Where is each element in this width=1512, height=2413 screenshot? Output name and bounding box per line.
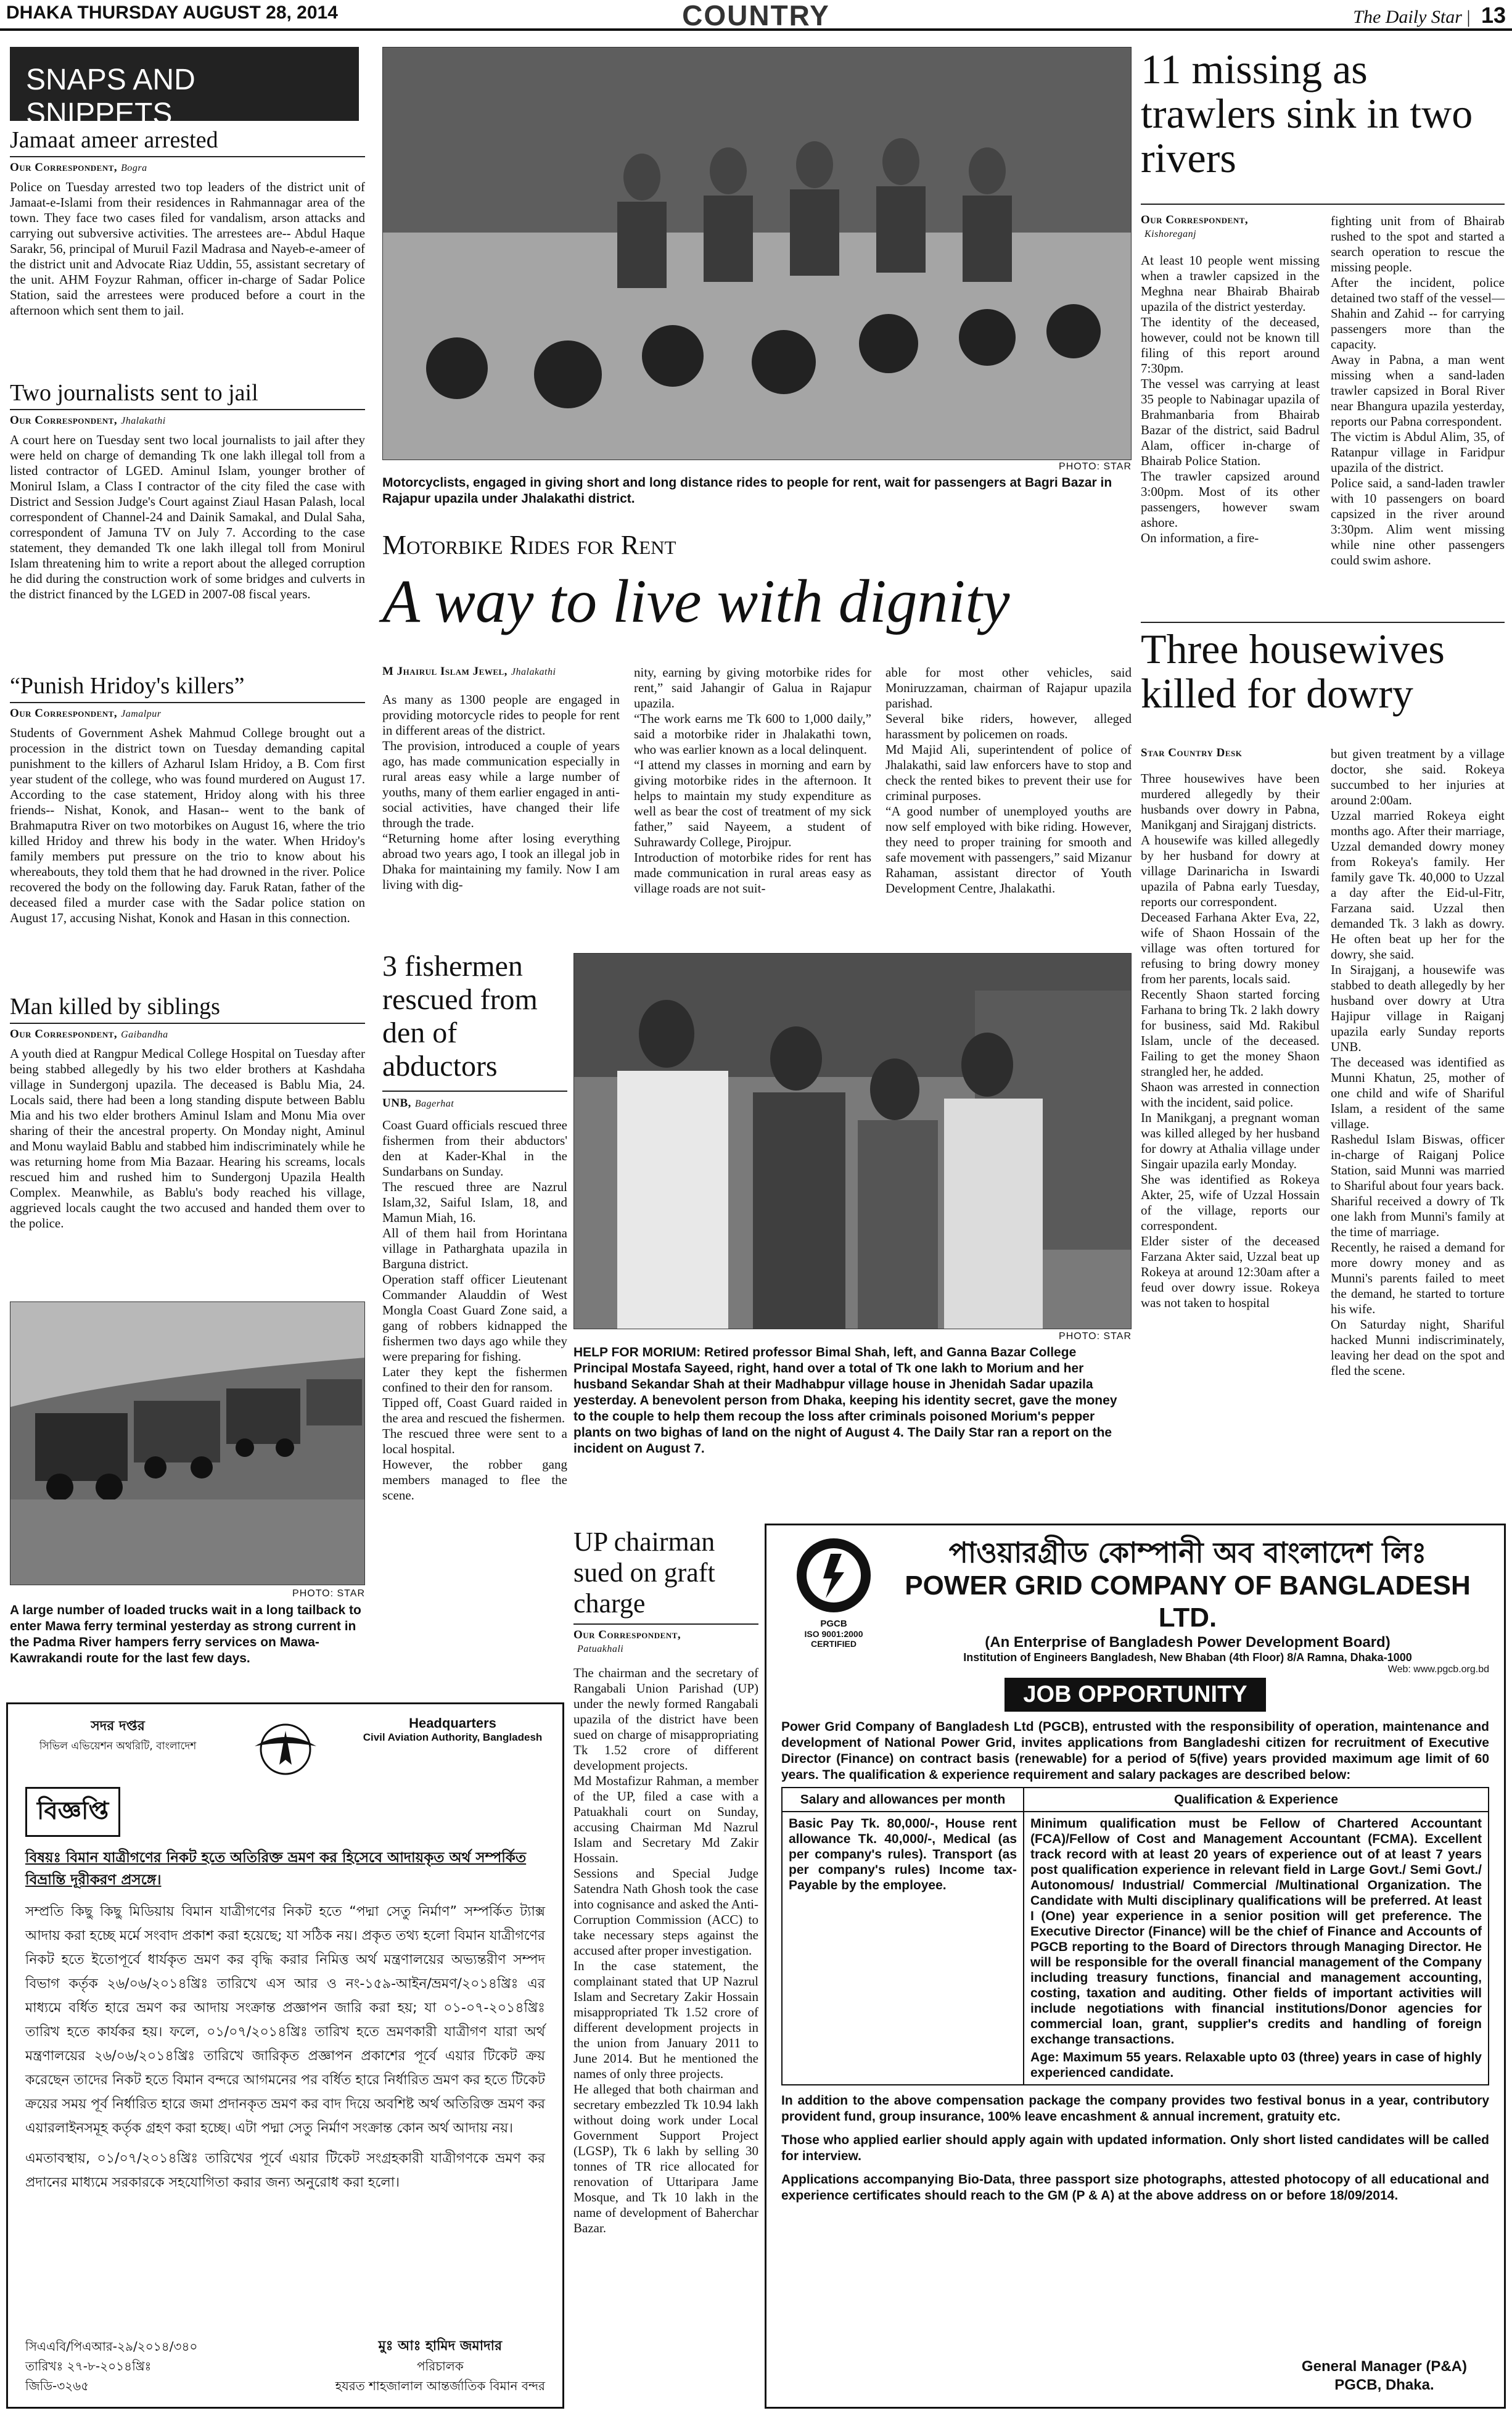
job-table xyxy=(781,1787,1489,2085)
job-note: Those who applied earlier should apply again with updated information. Only short listed candidates will be called for interview. xyxy=(781,2133,1489,2163)
table-header-qualification: Qualification & Experience xyxy=(1024,1788,1489,1812)
dowry-col-2: but given treatment by a village doctor, she said. Rokeya succumbed to her injuries at around 2:00am. Uzzal married Rokeya eight months ago. After their marriage, Uzzal demanded dowry money from Rokeya's family. Her family gave Tk. 40,000 to Uzzal a day after the Eid-ul-Fitr, Farzana said. Uzzal then demanded Tk. 3 lakh as dowry. He often beat up her for the dowry, she said. In Sirajganj, a housewife was stabbed to death allegedly by her husband over dowry at Utra Hajipur village in Raiganj upazila early Sunday reports UNB. The deceased was identified as Munni Khatun, 25, mother of one child and wife of Shariful Islam, a resident of the same village. Rashedul Islam Biswas, officer in-charge of Raiganj Police Station, said Munni was married to Shariful about four years back. Shariful received a dowry of Tk one lakh from Munni's family at the time of marriage. Recently, he raised a demand for more dowry money and as Munni's parents failed to meet the demand, he started to torture his wife. On Saturday night, Shariful hacked Munni indiscriminately, leaving her dead on the spot and fled the scene. xyxy=(1331,746,1505,1378)
morium-caption: HELP FOR MORIUM: Retired professor Bimal Shah, left, and Ganna Bazar College Principal Mostafa Sayeed, right, hand over a total of Tk one lakh to Morium and her husband Sekandar Shah at their Madhabpur village house in Jhenidah Sadar upazila yesterday. A benevolent person from Dhaka, keeping his identity secret, gave the money to the couple to help them recoup the loss after criminals poisoned Morium's pepper plants on two bighas of land on the night of August 4. The Daily Star ran a report on the incident on August 7. xyxy=(573,1345,1117,1456)
photo-credit: PHOTO: STAR xyxy=(1059,461,1132,472)
notice-ref: সিএএবি/পিএআর-২৯/২০১৪/৩৪০ তারিখঃ ২৭-৮-২০১৪খ্রিঃ জিডি-৩২৬৫ xyxy=(25,2339,198,2393)
divider xyxy=(1141,204,1505,205)
story-col-1: As many as 1300 people are engaged in providing motorcycle rides to people for rent in different areas of the district. The provision, introduced a couple of years ago, has made communication especially in rural areas easy while a large number of youths, many of them earlier engaged in anti-social activities, have changed their life through the trade. “Returning home after losing everything abroad two years ago, I took an illegal job in Dhaka for maintaining my family. Now I am living with dig- xyxy=(382,692,620,892)
pgcb-address: Institution of Engineers Bangladesh, New Bhaban (4th Floor) 8/A Ramna, Dhaka-1000 xyxy=(963,1651,1412,1664)
snippet-hridoy xyxy=(10,672,365,926)
snippet-headline: Man killed by siblings xyxy=(10,994,220,1020)
snippet-siblings xyxy=(10,993,365,1231)
snippet-headline: “Punish Hridoy's killers” xyxy=(10,673,245,699)
dowry-headline: Three housewives killed for dowry xyxy=(1141,625,1445,717)
pgcb-web: Web: www.pgcb.org.bd xyxy=(1387,1664,1489,1675)
divider xyxy=(10,702,365,703)
masthead xyxy=(0,0,1512,31)
fishermen-headline: 3 fishermen rescued from den of abductors xyxy=(382,950,538,1083)
page-number: 13 xyxy=(1481,2,1506,28)
trawlers-headline: 11 missing as trawlers sink in two rivers xyxy=(1141,46,1473,181)
photo-credit: PHOTO: STAR xyxy=(1059,1331,1132,1342)
story-col-2: nity, earning by giving motorbike rides for rent,” said Jahangir of Galua in Rajapur upazila. “The work earns me Tk 600 to 1,000 daily,” said a motorbike rider in Jhalakathi town, who was earlier known as a local delinquent. “I attend my classes in morning and earn by giving motorbike rides in the afternoon. It helps to maintain my study expenditure as well as bear the cost of treatment of my sick father,” said Nayeem, a student of Suhrawardy College, Pirojpur. Introduction of motorbike rides for rent has made communication in rural areas easy as village roads are not suit- xyxy=(634,665,871,896)
story-kicker: Motorbike Rides for Rent xyxy=(382,530,676,560)
trucks-caption: A large number of loaded trucks wait in a long tailback to enter Mawa ferry terminal yesterday as strong current in the Padma River hampers ferry services on Mawa-Kawrakandi route for the last few days. xyxy=(10,1603,361,1665)
up-chairman-body: The chairman and the secretary of Rangabali Union Parishad (UP) under the newly formed Rangabali upazila of the district have been sued on charge of misappropriating Tk 1.52 crore of different development projects. Md Mostafizur Rahman, a member of the UP, filed a case with a Patuakhali court on Sunday, accusing Chairman Md Nazrul Islam and Secretary Md Zakir Hossain. Sessions and Special Judge Satendra Nath Ghosh took the case into cognisance and asked the Anti-Corruption Commission (ACC) to take necessary steps against the accused after proper investigation. In the case statement, the complainant stated that UP Nazrul Islam and Secretary Zakir Hossain misappropriated Tk 1.52 crore of different development projects in the union from January 2011 to June 2014. But he mentioned the names of only three projects. He alleged that both chairman and secretary embezzled Tk 10.94 lakh without doing work under Local Government Support Project (LGSP), Tk 6 lakh by selling 30 tonnes of TR rice allocated for renovation of Uttaripara Jame Mosque, and Tk 10 lakh in the name of development of Baherchar Bazar. xyxy=(573,1665,758,2235)
job-title: JOB OPPORTUNITY xyxy=(1005,1678,1265,1712)
pgcb-subtitle: (An Enterprise of Bangladesh Power Development Board) xyxy=(985,1634,1391,1651)
dateline: DHAKA THURSDAY AUGUST 28, 2014 xyxy=(6,2,338,23)
notice-signature: মুঃ আঃ হামিদ জমাদার পরিচালক হযরত শাহজালাল আন্তর্জাতিক বিমান বন্দর xyxy=(335,2338,545,2393)
trucks-photo xyxy=(10,1301,365,1585)
notice-title: বিজ্ঞপ্তি xyxy=(25,1787,120,1837)
morium-photo-illustration xyxy=(574,954,1132,1329)
dowry-col-1: Three housewives have been murdered allegedly by their husbands over dowry in Pabna, Manikganj and Sirajganj districts. A housewife was killed allegedly by her husband for dowry at village Darinaricha in Iswardi upazila of Pabna early Tuesday, reports our correspondent. Deceased Farhana Akter Eva, 22, wife of Shaon Hossain of the village was often tortured for refusing to bring dowry money from her parents, locals said. Recently Shaon started forcing Farhana to bring Tk. 2 lakh dowry for business, said Md. Rakibul Islam, uncle of the deceased. Failing to get the money Shaon strangled her, he added. Shaon was arrested in connection with the incident, said police. In Manikganj, a pregnant woman was killed alleged by her husband for dowry at Athalia village under Singair upazila early Monday. She was identified as Rokeya Akter, 25, wife of Uzzal Hossain of the village, reports our correspondent. Elder sister of the deceased Farzana Akter said, Uzzal beat up Rokeya at around 12:30am after a feud over dowry issue. Rokeya was not taken to hospital xyxy=(1141,771,1320,1310)
byline: Our Correspondent, Jamalpur xyxy=(10,707,162,720)
byline: Our Correspondent, Gaibandha xyxy=(10,1028,168,1041)
byline: Our Correspondent, Jhalakathi xyxy=(10,414,166,427)
salary-cell: Basic Pay Tk. 80,000/-, House rent allowance Tk. 40,000/-, Medical (as per company's rules). Transport (as per company's rules) Income tax-Payable by the employee. xyxy=(782,1812,1024,2085)
up-chairman-byline: Our Correspondent, Patuakhali xyxy=(573,1628,681,1654)
pgcb-logo: PGCB ISO 9001:2000 CERTIFIED xyxy=(781,1535,886,1649)
caab-notice-ad xyxy=(6,1702,564,2409)
pgcb-name-bn: পাওয়ারগ্রীড কোম্পানী অব বাংলাদেশ লিঃ xyxy=(948,1536,1427,1569)
snippet-body: A court here on Tuesday sent two local journalists to jail after they were held on charge of demanding Tk one lakh illegal toll from a listed contractor of LGED. Aminul Islam, younger brother of Monirul Islam, a Class I contractor of the city filed the case with District and Session Judge's Court against Ziaul Hasan Palash, local correspondent of Channel-24 and Dainik Samakal, and Dulal Saha, correspondent of Jamuna TV on July 7. According to the case statement, they demanded Tk one lakh illegal toll from Monirul Islam threatening him to write a report about the alleged corruption he did during the construction work of some bridges and culverts in the district financed by the LGED in 2007-08 fiscal years. xyxy=(10,432,365,601)
caab-header-en: Headquarters Civil Aviation Authority, Bangladesh xyxy=(363,1715,543,1743)
trucks-photo-illustration xyxy=(10,1302,365,1585)
divider xyxy=(1141,622,1505,623)
paper-name: The Daily Star | 13 xyxy=(1353,2,1506,28)
motorbike-photo xyxy=(382,47,1132,460)
snippet-jamaat xyxy=(10,126,365,318)
pgcb-signature: General Manager (P&A) PGCB, Dhaka. xyxy=(1301,2358,1467,2393)
job-title-wrap xyxy=(781,1678,1489,1712)
notice-body: সম্প্রতি কিছু কিছু মিডিয়ায় বিমান যাত্রীগণের নিকট হতে “পদ্মা সেতু নির্মাণ” সম্পর্কিত ট্যাক্স আদায় করা হচ্ছে মর্মে সংবাদ প্রকাশ করা হয়েছে; যা সঠিক নয়। প্রকৃত তথ্য হলো বিমান যাত্রীগণের নিকট হতে ইতোপূর্বে ধার্যকৃত ভ্রমণ কর বৃদ্ধি করার নিমিত্ত অর্থ মন্ত্রণালয়ের অভ্যন্তরীণ সম্পদ বিভাগ কর্তৃক ২৬/০৬/২০১৪খ্রিঃ তারিখে এস আর ও নং-১৫৯-আইন/ভ্রমণ/২০১৪খ্রিঃ এর মাধ্যমে বর্ধিত হারে ভ্রমণ কর আদায় সংক্রান্ত প্রজ্ঞাপন জারি করা হয়; যা ০১-০৭-২০১৪খ্রিঃ তারিখ হতে কার্যকর হয়। ফলে, ০১/০৭/২০১৪খ্রিঃ তারিখ হতে ভ্রমণকারী যাত্রীগণ যারা অর্থ মন্ত্রণালয়ের ২৬/০৬/২০১৪খ্রিঃ তারিখে জারিকৃত প্রজ্ঞাপন প্রকাশের পূর্বে এয়ার টিকেট ক্রয় করেছেন তাদের নিকট হতে বিমান বন্দরে আগমনের পর বর্ধিত হারে নির্ধারিত ভ্রমণ কর হতে টিকেট ক্রয়ের সময় পূর্ব নির্ধারিত হারে জমা প্রদানকৃত ভ্রমণ কর বাদ দিয়ে অবশিষ্ট অর্থ অতিরিক্ত ভ্রমণ কর এয়ারলাইনসমূহ কর্তৃক গ্রহণ করা হচ্ছে। এটা পদ্মা সেতু নির্মাণ সংক্রান্ত কোন অর্থ আদায় নয়। xyxy=(25,1904,546,2136)
snippet-headline: Jamaat ameer arrested xyxy=(10,127,218,153)
job-benefits: In addition to the above compensation package the company provides two festival bonus in a year, contributory provident fund, group insurance, 100% leave encashment & annual increment, gratuity etc. xyxy=(781,2093,1489,2124)
up-chairman-headline: UP chairman sued on graft charge xyxy=(573,1527,715,1619)
snippet-body: A youth died at Rangpur Medical College Hospital on Tuesday after being stabbed allegedly by his two elder brothers at Kashdaha village in Sundergonj upazila. The deceased is Bablu Mia, 24. Locals said, there had been a long standing dispute between Bablu Mia and his two elder brothers Aminul Islam and Monu Mia over sharing of their the ancestral property. On Monday night, Aminul and Monu waylaid Bablu and stabbed him indiscriminately while he was returning home from Mia Bazaar. Hearing his screams, locals rescued him and rushed him to Sundergonj Upazila Health Complex. Meanwhile, as Bablu's body reached his village, aggrieved locals caught the two accused and handed them over to the police. xyxy=(10,1046,365,1231)
fishermen-body: Coast Guard officials rescued three fishermen from their abductors' den at Kader-Khal in the Sundarbans on Sunday. The rescued three are Nazrul Islam,32, Saiful Islam, 18, and Mamun Miah, 16. All of them hail from Horintana village in Patharghata upazila in Barguna district. Operation staff officer Lieutenant Commander Alauddin of West Mongla Coast Guard Zone said, a gang of robbers kidnapped the fishermen two days ago while they were preparing for fishing. Later they kept the fishermen confined to their den for ransom. Tipped off, Coast Guard raided in the area and rescued the fishermen. The rescued three were sent to a local hospital. However, the robber gang members managed to flee the scene. xyxy=(382,1118,567,1503)
divider xyxy=(10,1023,365,1024)
notice-body-2: এমতাবস্থায়, ০১/০৭/২০১৪খ্রিঃ তারিখের পূর্বে এয়ার টিকেট সংগ্রহকারী যাত্রীগণকে ভ্রমণ কর প্রদানের মাধ্যমে সরকারকে সহযোগিতা করার জন্য অনুরোধ করা হলো। xyxy=(25,2151,545,2190)
morium-photo xyxy=(573,953,1132,1329)
divider xyxy=(573,1623,758,1625)
dowry-byline: Star Country Desk xyxy=(1141,746,1243,759)
byline: Our Correspondent, Bogra xyxy=(10,161,147,174)
trawlers-col-1: At least 10 people went missing when a trawler capsized in the Meghna near Bhairab Bhairab upazila of the district yesterday. The identity of the deceased, however, could not be known till filing of this report around 7:30pm. The vessel was carrying at least 35 people to Nabinagar upazila of Brahmanbaria from Bhairab Bazar of the district, said Badrul Alam, officer in-charge of Bhairab Police Station. The trawler capsized around 3:00pm. Most of its other passengers, however swam ashore. On information, a fire- xyxy=(1141,253,1320,545)
job-apply: Applications accompanying Bio-Data, three passport size photographs, attested photocopy of all educational and experience certificates should reach to the GM (P & A) at the above address on or before 18/09/2014. xyxy=(781,2172,1489,2203)
motorbike-photo-illustration xyxy=(383,47,1132,460)
job-intro: Power Grid Company of Bangladesh Ltd (PGCB), entrusted with the responsibility of operation, maintenance and development of National Power Grid, invites applications from Bangladeshi citizen for recruitment of Executive Director (Finance) on contract basis (renewable) for a period of 5(five) years provided maximum age limit of 60 years. The qualification & experience requirement and salary packages are described below: xyxy=(781,1720,1489,1782)
trawlers-byline: Our Correspondent, Kishoreganj xyxy=(1141,213,1249,239)
age-requirement: Age: Maximum 55 years. Relaxable upto 03 (three) years in case of highly experienced candidate. xyxy=(1030,2050,1482,2080)
table-header-salary: Salary and allowances per month xyxy=(782,1788,1024,1812)
fishermen-byline: UNB, Bagerhat xyxy=(382,1097,454,1110)
notice-subject: বিষয়ঃ বিমান যাত্রীগণের নিকট হতে অতিরিক্ত ভ্রমণ কর হিসেবে আদায়কৃত অর্থ সম্পর্কিত বিভ্রান্তি দূরীকরণ প্রসঙ্গে। xyxy=(25,1850,527,1888)
pgcb-job-ad xyxy=(765,1524,1506,2409)
caab-header-bn: সদর দপ্তর সিভিল এভিয়েশন অথরিটি, বাংলাদেশ xyxy=(39,1718,197,1752)
caab-logo-icon xyxy=(249,1715,323,1783)
story-byline: M Jhairul Islam Jewel, Jhalakathi xyxy=(382,665,556,678)
snippet-journalists xyxy=(10,379,365,602)
snippet-body: Police on Tuesday arrested two top leaders of the district unit of Jamaat-e-Islami from their residences in Rahmannagar area of the town. They face two cases filed for vandalism, arson attacks and carrying out subversive activities. The arrestees are-- Abdul Haque Sarakr, 56, principal of Muruil Fazil Madrasa and Nayeb-e-ameer of the district unit and Advocate Riaz Uddin, 55, assistant secretary of the unit. AHM Foyzur Rahman, officer in-charge of Sadar Police Station, said the arrestees were produced before a court in the afternoon which sent them to jail. xyxy=(10,179,365,318)
photo-credit: PHOTO: STAR xyxy=(292,1588,365,1599)
trawlers-col-2: fighting unit from of Bhairab rushed to the spot and started a search operation to rescue the missing people. After the incident, police detained two staff of the vessel—Shahin and Zahid -- for carrying passengers more than the capacity. Away in Pabna, a man went missing when a sand-laden trawler capsized in Boral River near Bhangura upazila yesterday, reports our Pabna correspondent. The victim is Abdul Alim, 35, of Ratanpur village in Faridpur upazila of the district. Police said, a sand-laden trawler with 10 passengers on board capsized in the river around 3:30pm. Alim went missing while nine other passengers could swim ashore. xyxy=(1331,213,1505,567)
story-headline: A way to live with dignity xyxy=(382,567,1010,635)
motorbike-caption: Motorcyclists, engaged in giving short and long distance rides to people for rent, wait for passengers at Bagri Bazar in Rajapur upazila under Jhalakathi district. xyxy=(382,476,1112,506)
divider xyxy=(10,156,365,157)
pgcb-name-en: POWER GRID COMPANY OF BANGLADESH LTD. xyxy=(905,1570,1471,1633)
pgcb-logo-icon xyxy=(794,1535,874,1615)
snippet-headline: Two journalists sent to jail xyxy=(10,380,258,406)
qualification-cell: Minimum qualification must be Fellow of Chartered Accountant (FCA)/Fellow of Cost and Management Accountant (FCMA). Excellent track record with at least 20 years of experience out of at least 7 years post qualification experience in relevant field in Large Govt./ Semi Govt./ Autonomous/ Industrial/ Commercial /Multinational Organization. The Candidate with Multi disciplinary qualifications will be preferred. At least I (One) year experience in a senior position will get preference. The Executive Director (Finance) will be the chief of Finance and Accounts of PGCB reporting to the Board of Directors through Managing Director. He will be responsible for the overall financial management of the Company including treasury functions, financial and management accounting, costing, taxation and auditing. Other fields of important activities will include negotiations with financial institutions/Donor agencies for commercial loan, grant, supplier's credits and handling of foreign exchange transactions. Age: Maximum 55 years. Relaxable upto 03 (three) years in case of highly experienced candidate. xyxy=(1024,1812,1489,2085)
section-title: COUNTRY xyxy=(682,0,830,31)
snippet-body: Students of Government Ashek Mahmud College brought out a procession in the district town on Tuesday demanding capital punishment to the killers of Azharul Islam Hridoy, a B. Com first year student of the college, who was found murdered on August 17. According to the case statement, Hridoy along with his three friends-- Nishat, Konok, and Hasan-- went to the bank of Brahmaputra River on two motorbikes on August 16, where the trio killed Hridoy and threw his body in the water. When Hridoy's family members put pressure on the trio to know about his whereabouts, they told them that he had drowned in the river. Police recovered the body on the following day. Faruk Ratan, father of the deceased filed a murder case with the Sadar police station on August 17, accusing Nishat, Konok and Hasan in this connection. xyxy=(10,725,365,925)
snaps-box-title: SNAPS AND SNIPPETS xyxy=(10,47,359,121)
divider xyxy=(10,409,365,410)
story-col-3: able for most other vehicles, said Moniruzzaman, chairman of Rajapur upazila parishad. Several bike riders, however, alleged harassment by policemen on roads. Md Majid Ali, superintendent of police of Jhalakathi, said law enforcers have to stop and check the rented bikes to prevent their use for criminal purposes. “A good number of unemployed youths are now self employed with bike riding. However, they need to proper training for smooth and safe movement with passengers,” said Mizanur Rahaman, assistant director of Youth Development Centre, Jhalakathi. xyxy=(885,665,1132,896)
divider xyxy=(382,1091,567,1092)
